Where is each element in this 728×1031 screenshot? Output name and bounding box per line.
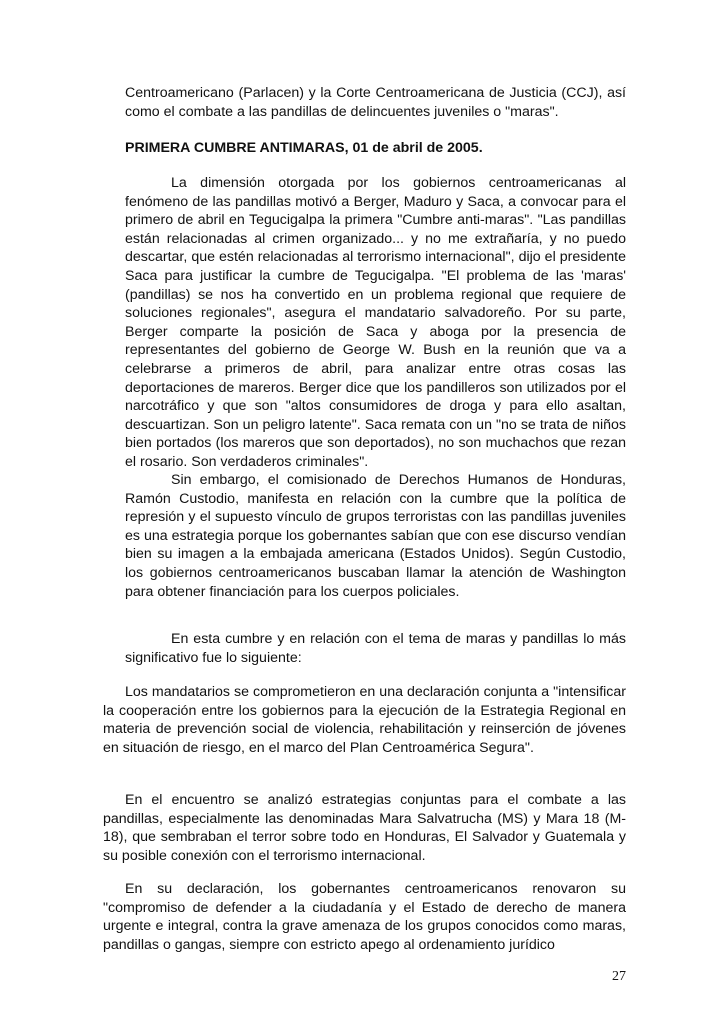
paragraph-compromiso: En su declaración, los gobernantes centroamericanos renovaron su "compromiso de defender a la ciudadanía y el Estado de derecho de manera urgente e integral, contra la grave amenaza de los grupos conocidos como maras, pandillas o gangas, siempre con estricto apego al ordenamiento jurídico (103, 881, 626, 953)
section-heading: PRIMERA CUMBRE ANTIMARAS, 01 de abril de 2005. (125, 140, 483, 156)
page-number: 27 (612, 969, 626, 984)
paragraph-declaracion: Los mandatarios se comprometieron en una declaración conjunta a "intensificar la cooperación entre los gobiernos para la ejecución de la Estrategia Regional en materia de prevención social de violencia, rehabilitación y reinserción de jóvenes en situación de riesgo, en el marco del Plan Centroamérica Segura". (103, 684, 626, 756)
paragraph-custodio: Sin embargo, el comisionado de Derechos Humanos de Honduras, Ramón Custodio, manifesta en relación con la cumbre que la política de represión y el supuesto vínculo de grupos terroristas con las pandillas juveniles es una estrategia porque los gobernantes sabían que con ese discurso vendían bien su imagen a la embajada americana (Estados Unidos). Según Custodio, los gobiernos centroamericanos buscaban llamar la atención de Washington para obtener financiación para los cuerpos policiales. (125, 472, 626, 600)
paragraph-continuation: Centroamericano (Parlacen) y la Corte Centroamericana de Justicia (CCJ), así como el combate a las pandillas de delincuentes juveniles o "maras". (125, 85, 626, 120)
paragraph-encuentro: En el encuentro se analizó estrategias conjuntas para el combate a las pandillas, especialmente las denominadas Mara Salvatrucha (MS) y Mara 18 (M-18), que sembraban el terror sobre todo en Honduras, El Salvador y Guatemala y su posible conexión con el terrorismo internacional. (103, 792, 626, 864)
paragraph-cumbre: La dimensión otorgada por los gobiernos centroamericanas al fenómeno de las pandillas motivó a Berger, Maduro y Saca, a convocar para el primero de abril en Tegucigalpa la primera "Cumbre anti-maras". "Las pandillas están relacionadas al crimen organizado... y no me extrañaría, y no puedo descartar, que estén relacionadas al terrorismo internacional", dijo el presidente Saca para justificar la cumbre de Tegucigalpa. "El problema de las 'maras' (pandillas) se nos ha convertido en un problema regional que requiere de soluciones regionales", asegura el mandatario salvadoreño. Por su parte, Berger comparte la posición de Saca y aboga por la presencia de representantes del gobierno de George W. Bush en la reunión que va a celebrarse a primeros de abril, para analizar entre otras cosas las deportaciones de mareros. Berger dice que los pandilleros son utilizados por el narcotráfico y que son "altos consumidores de droga y para ello asaltan, descuartizan. Son un peligro latente". Saca remata con un "no se trata de niños bien portados (los mareros que son deportados), no son muchachos que rezan el rosario. Son verdaderos criminales". (125, 175, 626, 470)
paragraph-significativo: En esta cumbre y en relación con el tema de maras y pandillas lo más significativo fue lo siguiente: (125, 631, 626, 666)
